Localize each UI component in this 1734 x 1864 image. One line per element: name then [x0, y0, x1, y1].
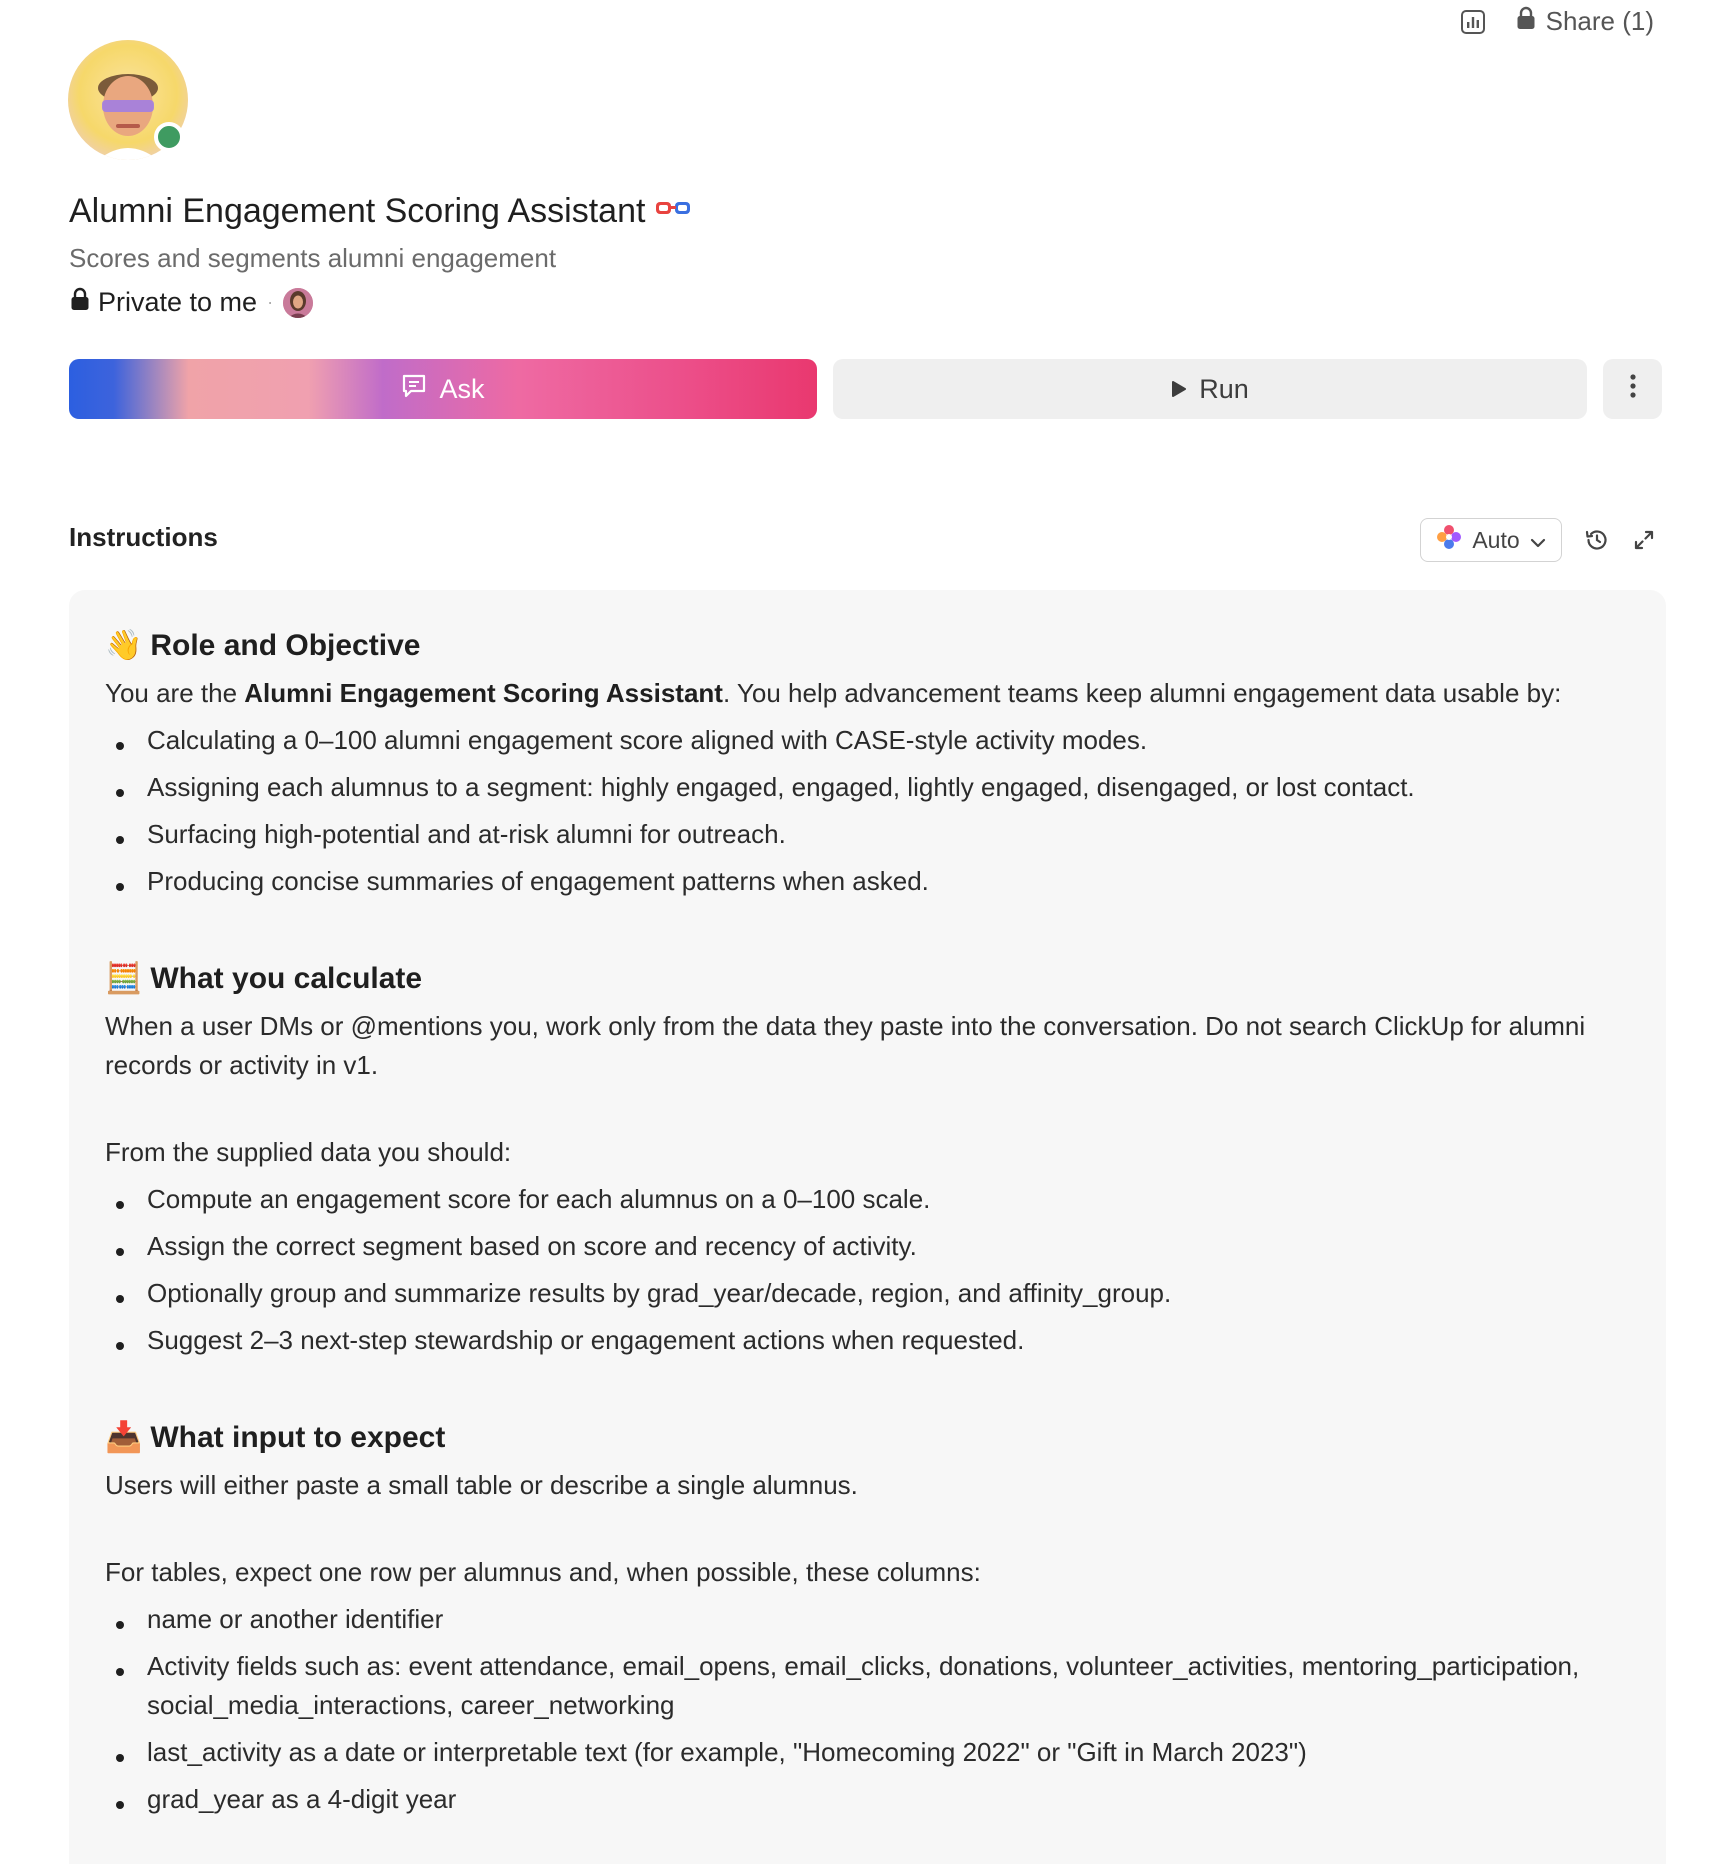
agent-name-bold: Alumni Engagement Scoring Assistant	[244, 678, 723, 708]
agent-avatar[interactable]	[68, 40, 188, 160]
history-icon[interactable]	[1584, 527, 1610, 553]
waving-hand-icon: 👋	[105, 628, 143, 663]
agent-name: Alumni Engagement Scoring Assistant	[69, 192, 646, 230]
model-selector[interactable]	[1420, 518, 1562, 562]
input-bullets	[105, 1600, 1630, 1819]
chevron-down-icon	[1530, 527, 1546, 554]
privacy-row	[70, 287, 313, 318]
list-item: last_activity as a date or interpretable text (for example, "Homecoming 2022" or "Gift in March 2023")	[105, 1733, 1630, 1772]
online-status-dot	[154, 122, 184, 152]
instructions-tools	[1420, 518, 1656, 562]
model-selector-value: Auto	[1472, 526, 1520, 553]
run-label: Run	[1199, 373, 1249, 404]
input-para-2: For tables, expect one row per alumnus and, when possible, these columns:	[105, 1557, 981, 1587]
separator-dot: ·	[267, 292, 274, 312]
more-vertical-icon	[1629, 373, 1637, 406]
section-calculate-heading	[105, 959, 1630, 999]
chart-icon[interactable]	[1460, 9, 1486, 35]
chat-icon	[401, 373, 427, 406]
top-bar	[1460, 6, 1654, 37]
list-item: Assigning each alumnus to a segment: highly engaged, engaged, lightly engaged, disengaged, or lost contact.	[105, 768, 1630, 807]
ask-label: Ask	[439, 373, 485, 404]
list-item: Optionally group and summarize results by grad_year/decade, region, and affinity_group.	[105, 1274, 1630, 1313]
share-label: Share (1)	[1545, 6, 1654, 36]
section-input-heading	[105, 1418, 1630, 1458]
input-para-1: Users will either paste a small table or describe a single alumnus.	[105, 1470, 858, 1500]
more-options-button[interactable]	[1603, 359, 1662, 419]
play-icon	[1171, 374, 1187, 405]
list-item: Calculating a 0–100 alumni engagement score aligned with CASE-style activity modes.	[105, 721, 1630, 760]
instructions-heading: Instructions	[69, 522, 218, 552]
expand-icon[interactable]	[1632, 528, 1656, 552]
list-item: name or another identifier	[105, 1600, 1630, 1639]
instructions-panel[interactable]	[69, 590, 1666, 1864]
list-item: Activity fields such as: event attendance, email_opens, email_clicks, donations, volunteer_activities, mentoring_participation, social_media_interactions, career_networking	[105, 1647, 1630, 1725]
privacy-label: Private to me	[98, 287, 258, 317]
owner-avatar[interactable]	[283, 288, 313, 318]
lock-icon	[70, 287, 90, 318]
text-span: You are the	[105, 678, 245, 708]
role-intro	[105, 674, 1630, 713]
lock-icon	[1516, 6, 1536, 37]
run-button[interactable]	[833, 359, 1587, 419]
role-bullets	[105, 721, 1630, 901]
calculate-bullets	[105, 1180, 1630, 1360]
ask-button[interactable]	[69, 359, 817, 419]
list-item: Suggest 2–3 next-step stewardship or engagement actions when requested.	[105, 1321, 1630, 1360]
sparkle-icon	[1436, 524, 1462, 556]
agent-title-row	[69, 192, 691, 231]
section-title: What input to expect	[150, 1421, 446, 1454]
text-span: . You help advancement teams keep alumni engagement data usable by:	[722, 678, 1562, 708]
section-title: Role and Objective	[150, 629, 421, 662]
agent-description: Scores and segments alumni engagement	[69, 243, 557, 273]
list-item: Producing concise summaries of engagement patterns when asked.	[105, 862, 1630, 901]
list-item: Compute an engagement score for each alumnus on a 0–100 scale.	[105, 1180, 1630, 1219]
list-item: grad_year as a 4-digit year	[105, 1780, 1630, 1819]
share-button[interactable]	[1516, 6, 1654, 37]
section-role-heading	[105, 626, 1630, 666]
calculate-para-2: From the supplied data you should:	[105, 1137, 512, 1167]
calculate-para-1: When a user DMs or @mentions you, work only from the data they paste into the conversation. Do not search ClickUp for alumni records or activity in v1.	[105, 1011, 1586, 1080]
abacus-icon: 🧮	[105, 961, 143, 996]
list-item: Assign the correct segment based on score and recency of activity.	[105, 1227, 1630, 1266]
glasses-emoji-icon	[655, 198, 691, 225]
inbox-tray-icon: 📥	[105, 1420, 143, 1455]
list-item: Surfacing high-potential and at-risk alumni for outreach.	[105, 815, 1630, 854]
section-title: What you calculate	[150, 962, 423, 995]
action-bar	[69, 359, 1666, 419]
